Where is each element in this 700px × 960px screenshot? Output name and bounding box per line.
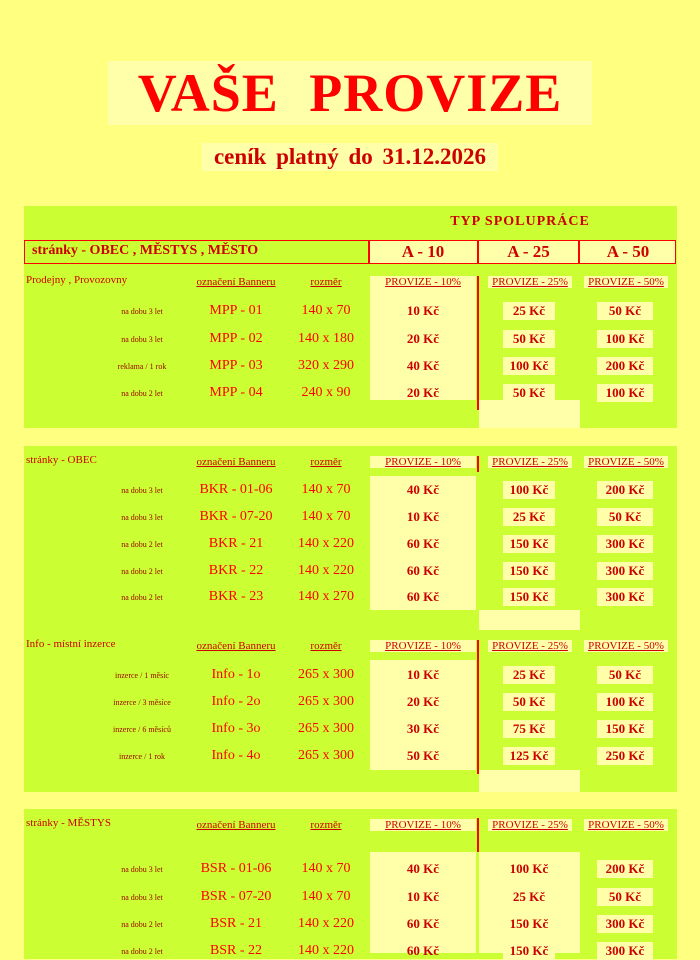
banner-size: 140 x 70 [301,889,351,904]
banner-code: Info - 3o [211,721,261,736]
separator [477,276,479,410]
price-a50: 200 Kč [597,860,653,878]
column-header-p50: PROVIZE - 50% [584,456,668,468]
price-a10: 20 Kč [406,694,440,709]
duration-label: na dobu 2 let [121,389,163,398]
price-a10: 60 Kč [406,589,440,604]
price-a25: 100 Kč [503,357,555,375]
separator [477,640,479,774]
banner-size: 265 x 300 [298,721,354,736]
duration-label: na dobu 3 let [121,335,163,344]
banner-size: 140 x 70 [301,861,351,876]
duration-label: na dobu 3 let [121,513,163,522]
price-a50: 200 Kč [597,481,653,499]
duration-label: na dobu 3 let [121,486,163,495]
price-a25: 50 Kč [503,330,555,348]
price-a25: 150 Kč [503,588,555,606]
price-a10: 60 Kč [406,916,440,931]
column-header-size: rozměr [310,456,342,468]
banner-size: 140 x 220 [298,563,354,578]
duration-label: inzerce / 6 měsíců [113,725,171,734]
banner-code: Info - 1o [211,667,261,682]
duration-label: na dobu 2 let [121,567,163,576]
banner-code: BKR - 07-20 [199,509,273,524]
duration-label: na dobu 2 let [121,593,163,602]
banner-size: 140 x 270 [298,589,354,604]
price-a25: 50 Kč [503,384,555,402]
price-a25: 150 Kč [503,535,555,553]
banner-code: BSR - 21 [209,916,263,931]
price-a25: 25 Kč [503,508,555,526]
banner-code: MPP - 04 [209,385,263,400]
banner-code: BSR - 07-20 [200,889,272,904]
column-header-p25: PROVIZE - 25% [488,456,572,468]
banner-size: 140 x 220 [298,536,354,551]
price-a50: 200 Kč [597,357,653,375]
column-header-p10: PROVIZE - 10% [370,276,476,288]
banner-size: 265 x 300 [298,667,354,682]
duration-label: reklama / 1 rok [117,362,167,371]
price-a10: 40 Kč [406,358,440,373]
price-a25: 150 Kč [503,942,555,960]
column-bg-a25 [479,610,580,630]
banner-code: BKR - 22 [208,563,264,578]
column-header-p50: PROVIZE - 50% [584,819,668,831]
price-a50: 50 Kč [597,508,653,526]
price-a50: 300 Kč [597,915,653,933]
price-a50: 50 Kč [597,302,653,320]
column-header-code: označení Banneru [196,819,276,831]
banner-code: BSR - 01-06 [200,861,272,876]
column-header-p25: PROVIZE - 25% [488,276,572,288]
price-a25: 25 Kč [503,888,555,906]
duration-label: inzerce / 3 měsíce [113,698,171,707]
price-a50: 300 Kč [597,588,653,606]
column-bg-a25 [479,770,580,792]
column-bg-a25 [479,400,580,428]
tier-a25: A - 25 [507,242,550,261]
column-header-code: označení Banneru [196,456,276,468]
banner-size: 140 x 220 [298,916,354,931]
banner-code: BKR - 01-06 [199,482,273,497]
price-a50: 300 Kč [597,562,653,580]
column-header-p10: PROVIZE - 10% [370,640,476,652]
section-label: Info - místní inzerce [26,638,116,650]
price-a25: 75 Kč [503,720,555,738]
banner-size: 140 x 70 [301,482,351,497]
price-a10: 10 Kč [406,667,440,682]
header-label: stránky - OBEC , MĚSTYS , MĚSTO [32,243,259,258]
price-a10: 40 Kč [406,482,440,497]
separator [477,818,479,852]
price-a50: 50 Kč [597,666,653,684]
column-header-size: rozměr [310,640,342,652]
section-label: stránky - MĚSTYS [26,817,111,829]
duration-label: na dobu 3 let [121,893,163,902]
banner-size: 265 x 300 [298,748,354,763]
price-a25: 150 Kč [503,562,555,580]
banner-code: MPP - 02 [209,331,263,346]
banner-size: 140 x 220 [298,943,354,958]
banner-code: BKR - 23 [208,589,264,604]
column-header-p25: PROVIZE - 25% [488,640,572,652]
price-a25: 100 Kč [503,860,555,878]
price-a50: 250 Kč [597,747,653,765]
section-label: Prodejny , Provozovny [26,274,128,286]
price-a25: 25 Kč [503,666,555,684]
price-a50: 100 Kč [597,384,653,402]
price-a10: 60 Kč [406,943,440,958]
price-a50: 100 Kč [597,693,653,711]
price-a10: 20 Kč [406,331,440,346]
duration-label: na dobu 2 let [121,540,163,549]
column-header-code: označení Banneru [196,640,276,652]
column-header-p50: PROVIZE - 50% [584,276,668,288]
price-a10: 10 Kč [406,889,440,904]
separator [477,241,479,263]
price-a10: 50 Kč [406,748,440,763]
price-a25: 150 Kč [503,915,555,933]
page-subtitle: ceník platný do 31.12.2026 [202,143,498,171]
section-label: stránky - OBEC [26,454,97,466]
banner-size: 140 x 180 [298,331,354,346]
price-a25: 125 Kč [503,747,555,765]
column-header-p50: PROVIZE - 50% [584,640,668,652]
column-header-p10: PROVIZE - 10% [370,456,476,468]
column-header-size: rozměr [310,276,342,288]
column-header-size: rozměr [310,819,342,831]
duration-label: na dobu 3 let [121,307,163,316]
price-a25: 25 Kč [503,302,555,320]
page-title: VAŠE PROVIZE [108,61,592,125]
banner-code: BSR - 22 [209,943,263,958]
price-a25: 50 Kč [503,693,555,711]
separator [578,241,580,263]
duration-label: inzerce / 1 měsíc [115,671,169,680]
column-header-p25: PROVIZE - 25% [488,819,572,831]
price-a50: 300 Kč [597,942,653,960]
column-header-p10: PROVIZE - 10% [370,819,476,831]
separator [368,241,370,263]
tier-a50: A - 50 [606,242,650,261]
banner-code: MPP - 01 [209,303,263,318]
banner-code: Info - 4o [211,748,261,763]
price-a10: 10 Kč [406,509,440,524]
banner-size: 140 x 70 [301,509,351,524]
column-header-code: označení Banneru [196,276,276,288]
banner-code: MPP - 03 [209,358,263,373]
price-a50: 150 Kč [597,720,653,738]
banner-size: 140 x 70 [301,303,351,318]
price-a10: 40 Kč [406,861,440,876]
banner-size: 265 x 300 [298,694,354,709]
duration-label: na dobu 2 let [121,920,163,929]
price-a10: 60 Kč [406,563,440,578]
duration-label: na dobu 3 let [121,865,163,874]
banner-code: Info - 2o [211,694,261,709]
typ-label: TYP SPOLUPRÁCE [450,214,590,229]
tier-a10: A - 10 [401,242,445,261]
price-a10: 30 Kč [406,721,440,736]
banner-code: BKR - 21 [208,536,264,551]
price-a50: 300 Kč [597,535,653,553]
banner-size: 240 x 90 [301,385,351,400]
duration-label: na dobu 2 let [121,947,163,956]
banner-size: 320 x 290 [298,358,354,373]
separator [477,456,479,472]
price-a50: 50 Kč [597,888,653,906]
price-a50: 100 Kč [597,330,653,348]
price-a10: 60 Kč [406,536,440,551]
price-a10: 10 Kč [406,303,440,318]
price-a10: 20 Kč [406,385,440,400]
duration-label: inzerce / 1 rok [119,752,165,761]
price-a25: 100 Kč [503,481,555,499]
